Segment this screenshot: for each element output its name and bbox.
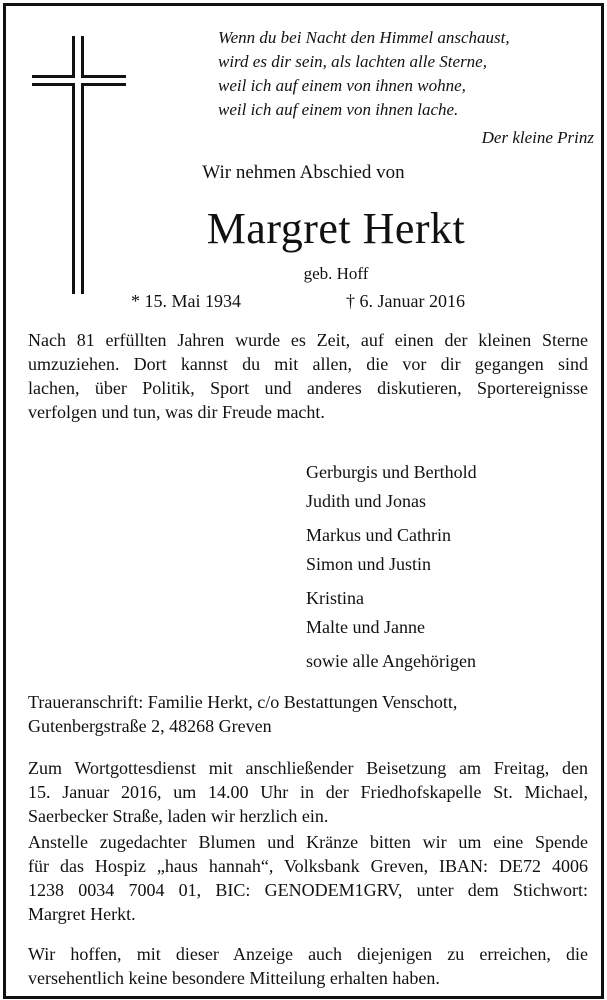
closing-line: Wir hoffen, mit dieser Anzeige auch diejenigen zu erreichen, die <box>28 944 588 964</box>
obituary-notice <box>3 3 604 999</box>
service-line: Zum Wortgottesdienst mit anschließender Beisetzung am Freitag, den <box>28 758 588 778</box>
donation-line: Margret Herkt. <box>28 904 136 924</box>
closing-paragraph <box>28 942 588 990</box>
family-list <box>306 458 586 681</box>
family-member: Judith und Jonas <box>306 491 427 511</box>
family-member: Kristina <box>306 588 364 608</box>
address-line: Traueranschrift: Familie Herkt, c/o Bestattungen Venschott, <box>28 692 458 712</box>
intro-label: Wir nehmen Abschied von <box>202 162 405 183</box>
family-member: sowie alle Angehörigen <box>306 651 476 671</box>
poem-line: wird es dir sein, als lachten alle Sterne, <box>218 52 487 71</box>
poem-author: Der kleine Prinz <box>481 128 594 147</box>
family-member: Markus und Cathrin <box>306 525 451 545</box>
donation-line: für das Hospiz „haus hannah“, Volksbank Greven, IBAN: DE72 4006 <box>28 856 588 876</box>
family-member: Malte und Janne <box>306 617 425 637</box>
death-date: † 6. Januar 2016 <box>346 291 465 311</box>
service-paragraph <box>28 756 588 828</box>
service-line: Saerbecker Straße, laden wir herzlich ein. <box>28 806 329 826</box>
poem-line: Wenn du bei Nacht den Himmel anschaust, <box>218 28 510 47</box>
service-line: 15. Januar 2016, um 14.00 Uhr in der Friedhofskapelle St. Michael, <box>28 782 588 802</box>
family-group <box>306 458 586 516</box>
donation-line: 1238 0034 7004 01, BIC: GENODEM1GRV, unter dem Stichwort: <box>28 880 588 900</box>
family-group <box>306 584 586 642</box>
tribute-line: umzuziehen. Dort kannst du mit allen, die vor dir gegangen sind <box>28 354 588 374</box>
birth-date: * 15. Mai 1934 <box>131 291 241 311</box>
poem-line: weil ich auf einem von ihnen lache. <box>218 100 459 119</box>
donation-paragraph <box>28 830 588 926</box>
tribute-line: verfolgen und tun, was dir Freude macht. <box>28 402 325 422</box>
family-group <box>306 647 586 676</box>
tribute-paragraph <box>28 328 588 424</box>
tribute-line: Nach 81 erfüllten Jahren wurde es Zeit, auf einen der kleinen Sterne <box>28 330 588 350</box>
poem-quote <box>218 26 594 150</box>
address-line: Gutenbergstraße 2, 48268 Greven <box>28 716 272 736</box>
address-block <box>28 690 588 738</box>
family-group <box>306 521 586 579</box>
closing-line: versehentlich keine besondere Mitteilung erhalten haben. <box>28 968 440 988</box>
family-member: Gerburgis und Berthold <box>306 462 477 482</box>
family-member: Simon und Justin <box>306 554 432 574</box>
intro-text <box>6 162 601 184</box>
tribute-line: lachen, über Politik, Sport und anderes diskutieren, Sportereignisse <box>28 378 588 398</box>
deceased-name: Margret Herkt <box>206 204 466 253</box>
donation-line: Anstelle zugedachter Blumen und Kränze bitten wir um eine Spende <box>28 832 588 852</box>
poem-line: weil ich auf einem von ihnen wohne, <box>218 76 466 95</box>
birth-name: geb. Hoff <box>303 264 369 283</box>
